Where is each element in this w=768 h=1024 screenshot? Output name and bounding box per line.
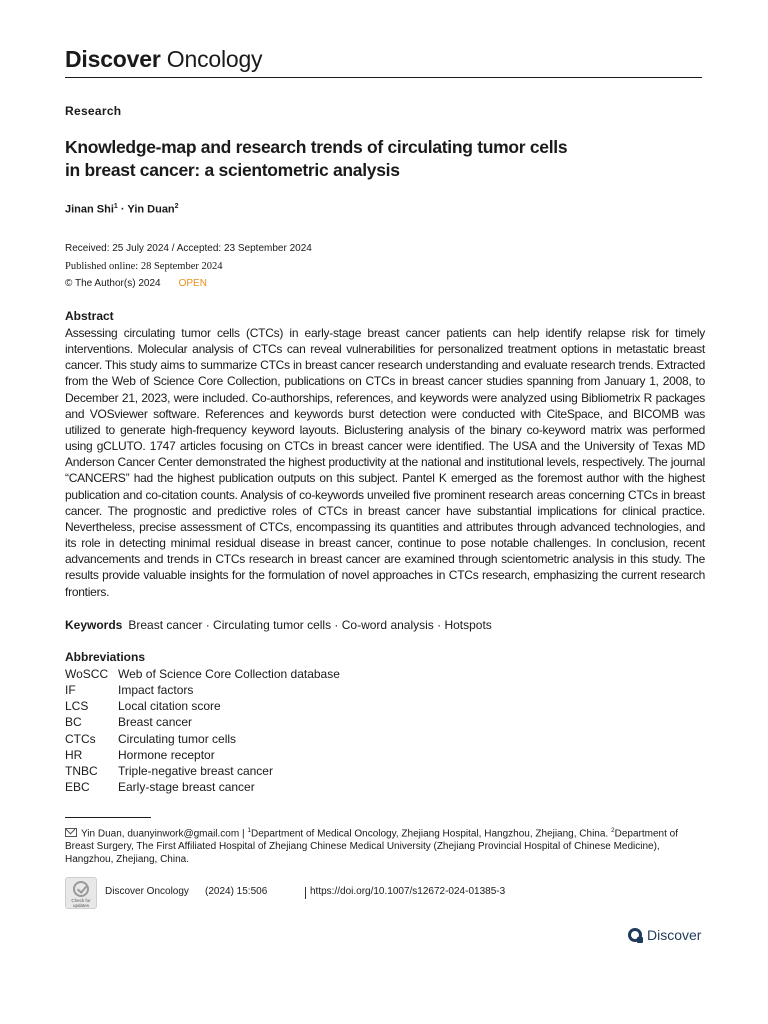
title-line-1: Knowledge-map and research trends of circulating tumor cells (65, 137, 568, 157)
abbreviation-definition: Circulating tumor cells (118, 731, 237, 746)
contact-email[interactable]: Yin Duan, duanyinwork@gmail.com | (81, 828, 248, 840)
abbreviation-definition: Breast cancer (118, 715, 193, 730)
abbreviation-definition: Early-stage breast cancer (118, 780, 255, 795)
article-dates (65, 240, 312, 293)
affiliation-2: Department of Breast Surgery, The First Affiliated Hospital of Zhejiang Chinese Medical University (Zhejiang Provincial Hospital of Chinese Medicine), Hangzhou, Zhejiang, China. (65, 828, 678, 866)
affiliation-marker: 2 (174, 203, 179, 210)
footer-divider (305, 887, 306, 899)
copyright: © The Author(s) 2024 (65, 278, 161, 289)
abstract-heading: Abstract (65, 309, 114, 323)
abbreviation-term: BC (65, 715, 82, 730)
abbreviation-row (65, 682, 340, 698)
badge-label: Check for updates (71, 898, 91, 908)
abbreviation-row (65, 763, 340, 779)
abbreviation-term: LCS (65, 699, 89, 714)
check-for-updates-badge[interactable] (65, 877, 97, 909)
author-list (65, 203, 179, 216)
copyright-line (65, 275, 312, 293)
affiliation-marker: 1 (113, 203, 118, 210)
journal-title (65, 44, 262, 74)
article-title (65, 136, 685, 182)
keywords-section (65, 618, 492, 632)
abbreviations-list (65, 666, 340, 795)
journal-brand: Discover (65, 46, 161, 72)
abbreviations-heading: Abbreviations (65, 650, 146, 664)
abbreviation-definition: Impact factors (118, 683, 194, 698)
open-access-label: OPEN (178, 278, 207, 289)
abbreviation-term: CTCs (65, 731, 96, 746)
keywords-heading: Keywords (65, 618, 123, 632)
abbreviation-definition: Web of Science Core Collection database (118, 667, 340, 681)
abbreviation-row (65, 714, 340, 730)
correspondence-footnote (65, 824, 695, 866)
doi-link[interactable]: https://doi.org/10.1007/s12672-024-01385-3 (310, 886, 506, 897)
abstract-text: Assessing circulating tumor cells (CTCs) in early-stage breast cancer patients can help identify relapse risk for timely interventions. Molecular analysis of CTCs can reveal vulnerabilities for personalized treatment options in metastatic breast cancer. This study aims to summarize CTCs in breast cancer research understanding and evaluate research trends. Extracted from the Web of Science Core Collection, publications on CTCs in breast cancer studies spanning from January 1, 2008, to December 21, 2023, were included. Co-authorships, references, and keywords were analyzed using Bibliometrix R packages and VOSviewer software. References and keywords burst detection were conducted with CiteSpace, and BICOMB was utilized to generate high-frequency keyword layouts. Biclustering analysis of the binary co-keyword matrix was performed using gCLUTO. 1747 articles focusing on CTCs in breast cancer were identified. The USA and the University of Texas MD Anderson Cancer Center demonstrated the highest productivity at the national and institutional levels, respectively. The journal “CANCERS” had the highest publication outputs on this subject. Pantel K emerged as the foremost author with the highest publication and co-citation counts. Analysis of co-keywords unveiled five prominent research areas concerning CTCs in breast cancer. The prognostic and predictive roles of CTCs in breast cancer have substantial implications for clinical practice. Nevertheless, precise assessment of CTCs, encompassing its quantities and attributes through advanced technologies, and its role in detecting minimal residual disease in breast cancer, continue to pose notable challenges. In conclusion, recent advancements and trends in CTCs research in breast cancer are examined through scientometric analysis in this study. The results provide valuable insights for the formulation of novel approaches in CTCs research, emphasizing the current research frontiers. (65, 326, 705, 599)
affiliation-1: Department of Medical Oncology, Zhejiang Hospital, Hangzhou, Zhejiang, China. (250, 828, 611, 840)
footer-volume: (2024) 15:506 (205, 886, 268, 897)
mail-icon (65, 828, 77, 837)
discover-logo (628, 927, 701, 943)
abbreviation-term: WoSCC (65, 667, 109, 681)
author-name[interactable]: Jinan Shi (65, 203, 114, 216)
title-line-2: in breast cancer: a scientometric analysis (65, 160, 400, 180)
published-date: Published online: 28 September 2024 (65, 260, 223, 272)
abbreviation-row (65, 747, 340, 763)
footnote-rule (65, 817, 151, 818)
author-separator: · (117, 203, 128, 216)
abbreviation-definition: Local citation score (118, 699, 221, 714)
abbreviation-term: HR (65, 747, 83, 762)
article-type: Research (65, 104, 122, 118)
discover-logo-text: Discover (647, 927, 702, 943)
abbreviation-term: TNBC (65, 763, 98, 778)
abbreviation-row (65, 731, 340, 747)
author-name[interactable]: Yin Duan (127, 203, 175, 216)
abbreviation-definition: Hormone receptor (118, 747, 215, 762)
abbreviation-term: EBC (65, 780, 90, 795)
header-rule (65, 77, 702, 78)
abbreviation-row (65, 698, 340, 714)
received-accepted-date: Received: 25 July 2024 / Accepted: 23 September 2024 (65, 243, 312, 254)
journal-name: Oncology (166, 46, 263, 72)
affiliation-marker: 2 (610, 827, 615, 834)
abbreviation-row (65, 666, 340, 682)
abbreviation-definition: Triple-negative breast cancer (118, 763, 273, 778)
check-updates-icon (73, 881, 89, 897)
abbreviation-term: IF (65, 683, 76, 698)
keywords-list: Breast cancer · Circulating tumor cells · Co-word analysis · Hotspots (128, 618, 492, 632)
affiliation-marker: 1 (247, 827, 251, 834)
abbreviation-row (65, 779, 340, 795)
discover-logo-icon (628, 928, 642, 942)
footer-journal: Discover Oncology (105, 886, 189, 897)
